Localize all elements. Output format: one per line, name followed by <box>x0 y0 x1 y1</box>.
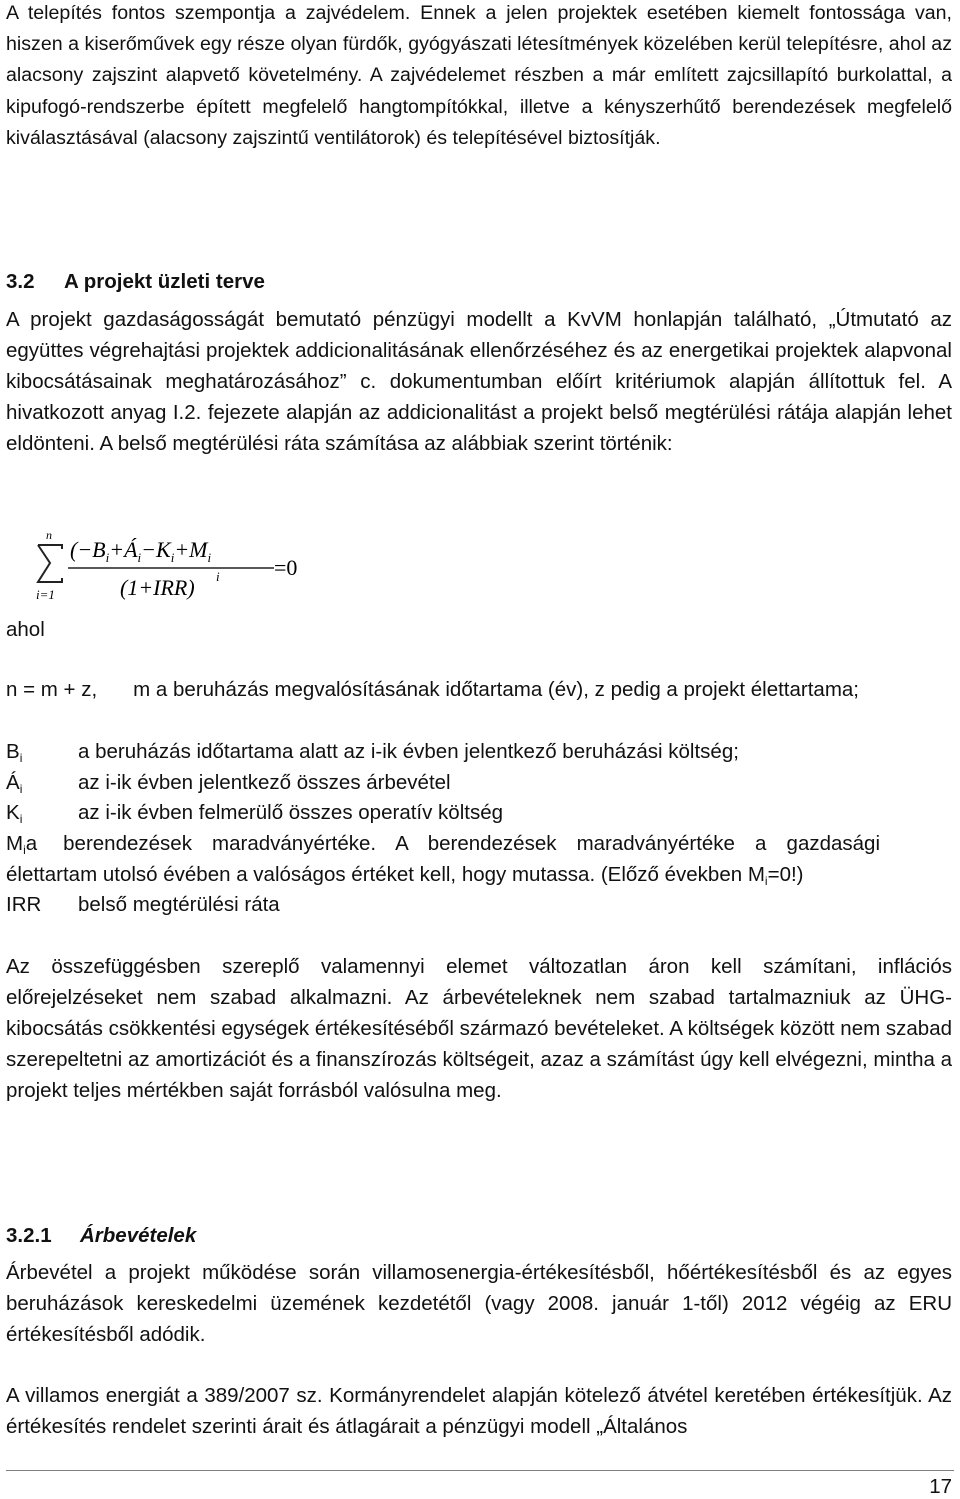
paragraph-constant-prices: Az összefüggésben szereplő valamennyi elemet változatlan áron kell számítani, inflációs előrejelzéseket nem szabad alkalmazni. Az árbevételeknek nem szabad tartalmazniuk az ÜHG-kibocsátás csökkentési egységek értékesítéséből származó bevételeket. A költségek között nem szabad szerepeltetni az amortizációt és a finanszírozás költségeit, azaz a számítást úgy kell elvégezni, mintha a projekt teljes mértékben saját forrásból valósulna meg. <box>6 955 952 1102</box>
definition-symbol: $K_i$ <box>6 801 23 826</box>
section-title: A projekt üzleti terve <box>64 270 265 293</box>
definition-symbol: IRR <box>6 893 42 916</box>
definition-b <box>6 736 952 767</box>
section-title: Árbevételek <box>80 1224 197 1247</box>
paragraph-revenue-sources: Árbevétel a projekt működése során villamosenergia-értékesítésből, hőértékesítésből és az egyes beruházások kereskedelmi üzemének kezdetétől (vagy 2008. január 1-től) 2012 végéig az ERU értékesítésből adódik. <box>6 1261 952 1346</box>
definition-description: az i-ik évben jelentkező összes árbevétel <box>78 771 451 794</box>
definition-symbol: $M_ia$ <box>6 832 38 857</box>
section-heading-3-2 <box>6 266 265 297</box>
sum-lower-limit: i=1 <box>36 587 55 602</box>
definition-symbol: $B_i$ <box>6 740 23 765</box>
page-number: 17 <box>929 1475 952 1498</box>
irr-formula <box>34 527 324 607</box>
definition-description: belső megtérülési ráta <box>78 893 280 916</box>
paragraph-electricity-sales: A villamos energiát a 389/2007 sz. Kormányrendelet alapján kötelező átvétel keretében értékesítjük. Az értékesítés rendelet szerinti árait és átlagárait a pénzügyi modell „Általános <box>6 1384 952 1438</box>
irr-formula-graphic <box>34 527 324 607</box>
formula-exponent: i <box>216 569 220 584</box>
section-heading-3-2-1 <box>6 1220 196 1251</box>
definition-description: m a beruházás megvalósításának időtartama (év), z pedig a projekt élettartama; <box>133 678 859 701</box>
formula-numerator: ($-B_i+Á_i-K_i+M_i$ <box>70 537 212 565</box>
definition-description: a beruházás időtartama alatt az i-ik évben jelentkező beruházási költség; <box>78 740 739 763</box>
formula-denominator: (1+IRR) <box>120 575 195 600</box>
paragraph-ahol: ahol <box>6 618 45 641</box>
sigma-symbol <box>38 545 62 582</box>
definition-a <box>6 767 952 798</box>
paragraph-noise-protection: A telepítés fontos szempontja a zajvédelem. Ennek a jelen projektek esetében kiemelt fontossága van, hiszen a kiserőművek egy része olyan fürdők, gyógyászati létesítmények közelében kerül telepítésre, ahol az alacsony zajszint alapvető követelmény. A zajvédelemet részben a már említett zajcsillapító burkolattal, a kipufogó-rendszerbe épített megfelelő hangtompítókkal, illetve a kényszerhűtő berendezések megfelelő kiválasztásával (alacsony zajszintű ventilátorok) és telepítésével biztosítják. <box>6 2 952 149</box>
definition-description: az i-ik évben felmerülő összes operatív költség <box>78 801 504 824</box>
definition-symbol: n = m + z, <box>6 678 98 701</box>
definition-n <box>6 674 952 705</box>
formula-rhs: =0 <box>274 555 298 580</box>
definition-symbol: $Á_i$ <box>6 771 23 796</box>
section-number: 3.2 <box>6 270 35 293</box>
definition-irr <box>6 889 952 920</box>
definition-m <box>6 828 952 890</box>
definition-description: berendezések maradványértéke. A berendezések maradványértéke a gazdasági élettartam utolsó évében a valóságos értéket kell, hogy mutassa. (Előző években $M_i=0$!) <box>6 832 880 888</box>
section-number: 3.2.1 <box>6 1224 52 1247</box>
definition-k <box>6 797 952 828</box>
paragraph-financial-model: A projekt gazdaságosságát bemutató pénzügyi modellt a KvVM honlapján található, „Útmutató az együttes végrehajtási projektek addicionalitásának ellenőrzéséhez és az energetikai projektek alapvonal kibocsátásainak meghatározásához” c. dokumentumban előírt kritériumok alapján állítottuk fel. A hivatkozott anyag I.2. fejezete alapján az addicionalitást a projekt belső megtérülési rátája alapján lehet eldönteni. A belső megtérülési ráta számítása az alábbiak szerint történik: <box>6 308 952 455</box>
footer-divider <box>6 1470 954 1471</box>
sum-upper-limit: n <box>46 528 52 542</box>
